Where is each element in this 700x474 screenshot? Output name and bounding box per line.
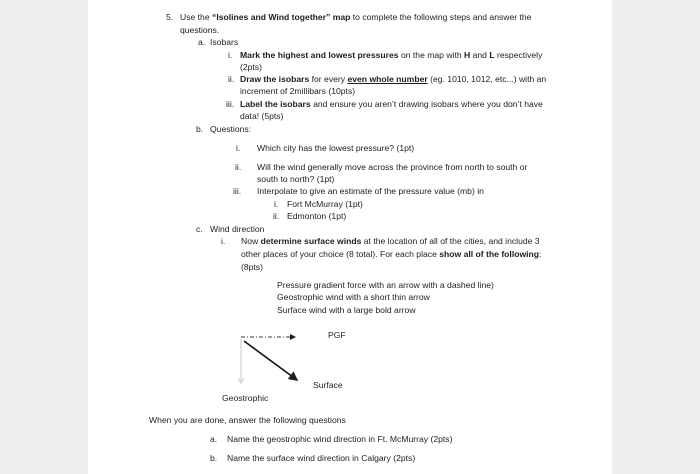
- b-item-3-marker: iii.: [233, 186, 242, 196]
- a-item-3-text: Label the isobars and ensure you aren’t drawing isobars where you don’t have: [240, 99, 543, 109]
- final-item-a-text: Name the geostrophic wind direction in Ft. McMurray (2pts): [227, 434, 453, 444]
- a-item-3-line2: data! (5pts): [240, 111, 284, 121]
- section-a-marker: a.: [198, 37, 206, 47]
- diagram-label-surface: Surface: [313, 380, 343, 390]
- final-item-b-marker: b.: [210, 453, 218, 463]
- final-intro: When you are done, answer the following questions: [149, 415, 346, 425]
- b-item-1-marker: i.: [236, 143, 241, 153]
- legend-pgf: Pressure gradient force with an arrow with a dashed line): [277, 280, 494, 290]
- b-item-2-marker: ii.: [235, 162, 242, 172]
- a-item-1-text: Mark the highest and lowest pressures on the map with H and L respectively: [240, 50, 543, 60]
- section-b-marker: b.: [196, 124, 204, 134]
- surface-bold-arrow: [244, 341, 297, 380]
- diagram-label-pgf: PGF: [328, 330, 346, 340]
- c-item-line2: other places of your choice (8 total). For each place show all of the following:: [241, 249, 542, 259]
- legend-surface: Surface wind with a large bold arrow: [277, 305, 416, 315]
- b-item-1-text: Which city has the lowest pressure? (1pt): [257, 143, 415, 153]
- c-item-text: Now determine surface winds at the location of all of the cities, and include 3: [241, 236, 540, 246]
- section-c-marker: c.: [196, 224, 203, 234]
- question-lead-line2: questions.: [180, 25, 220, 35]
- b-item-3-text: Interpolate to give an estimate of the pressure value (mb) in: [257, 186, 484, 196]
- a-item-2-marker: ii.: [228, 74, 235, 84]
- b-item-2-text: Will the wind generally move across the province from north to south or: [257, 162, 528, 172]
- final-item-b-text: Name the surface wind direction in Calgary (2pts): [227, 453, 416, 463]
- a-item-2-text: Draw the isobars for every even whole number (eg. 1010, 1012, etc...) with an: [240, 74, 547, 84]
- b-subitem-1-text: Fort McMurray (1pt): [287, 199, 363, 209]
- a-item-2-line2: increment of 2millibars (10pts): [240, 86, 356, 96]
- section-a-title: Isobars: [210, 37, 239, 47]
- question-lead: Use the “Isolines and Wind together” map to complete the following steps and answer the: [180, 12, 532, 22]
- a-item-1-line2: (2pts): [240, 62, 262, 72]
- wind-diagram: [88, 0, 612, 474]
- a-item-1-marker: i.: [228, 50, 233, 60]
- b-subitem-2-text: Edmonton (1pt): [287, 211, 347, 221]
- section-c-title: Wind direction: [210, 224, 265, 234]
- legend-geostrophic: Geostrophic wind with a short thin arrow: [277, 292, 430, 302]
- b-subitem-1-marker: i.: [274, 199, 279, 209]
- question-number: 5.: [166, 12, 174, 22]
- final-item-a-marker: a.: [210, 434, 218, 444]
- document-page: [88, 0, 612, 474]
- a-item-3-marker: iii.: [226, 99, 235, 109]
- c-item-line3: (8pts): [241, 262, 263, 272]
- section-b-title: Questions:: [210, 124, 252, 134]
- c-item-marker: i.: [221, 236, 226, 246]
- b-item-2-line2: south to north? (1pt): [257, 174, 335, 184]
- diagram-label-geostrophic: Geostrophic: [222, 393, 269, 403]
- b-subitem-2-marker: ii.: [273, 211, 280, 221]
